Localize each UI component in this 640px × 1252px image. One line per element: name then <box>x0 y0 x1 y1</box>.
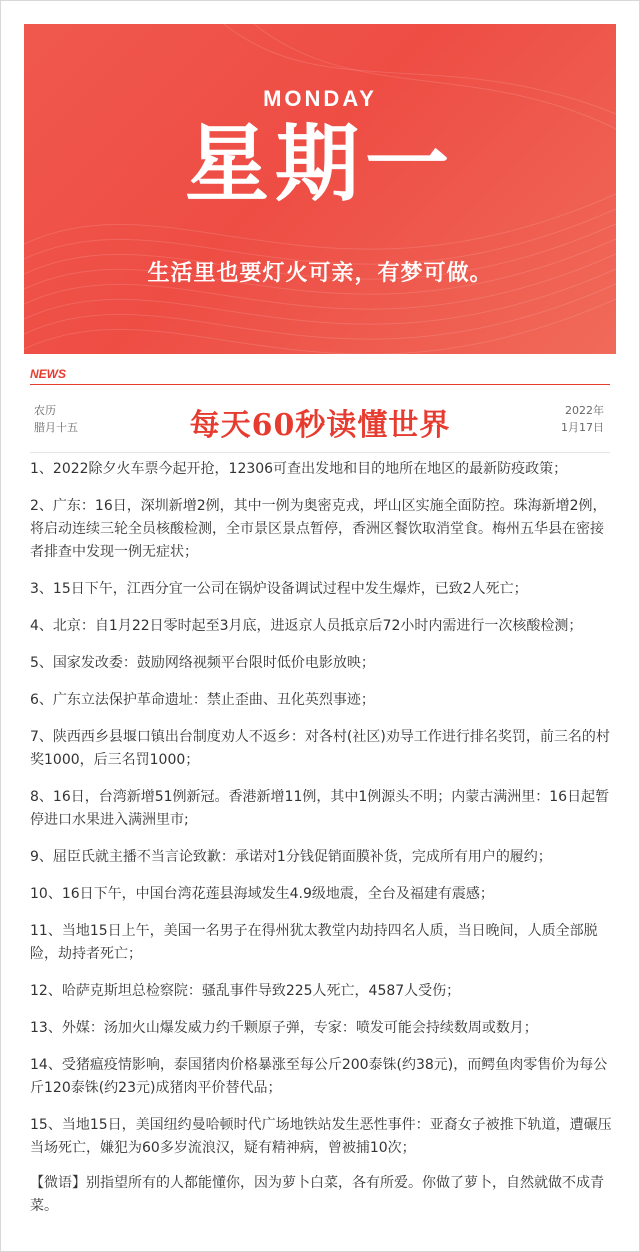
news-item: 12、哈萨克斯坦总检察院：骚乱事件导致225人死亡，4587人受伤； <box>30 983 461 999</box>
news-item: 6、广东立法保护革命遗址：禁止歪曲、丑化英烈事迹； <box>30 692 375 708</box>
divider-gray <box>30 452 610 453</box>
news-label: NEWS <box>30 367 66 381</box>
news-item: 2、广东：16日，深圳新增2例，其中一例为奥密克戎，坪山区实施全面防控。珠海新增2例，将启动连续三轮全员核酸检测，全市景区景点暂停，香洲区餐饮取消堂食。梅州五华县在密接者排查中发现一例无症状； <box>30 498 607 560</box>
divider-red <box>30 384 610 385</box>
daily-saying: 【微语】别指望所有的人都能懂你，因为萝卜白菜，各有所爱。你做了萝卜，自然就做不成青菜。 <box>30 1175 604 1214</box>
news-item: 3、15日下午，江西分宜一公司在锅炉设备调试过程中发生爆炸，已致2人死亡； <box>30 581 528 597</box>
header-banner <box>24 24 616 354</box>
weekday-chinese: 星期一 <box>184 114 455 213</box>
news-item: 13、外媒：汤加火山爆发威力约千颗原子弹，专家：喷发可能会持续数周或数月； <box>30 1020 538 1036</box>
news-item: 7、陕西西乡县堰口镇出台制度劝人不返乡：对各村(社区)劝导工作进行排名奖罚，前三名的村奖1000，后三名罚1000； <box>30 729 610 768</box>
news-item: 5、国家发改委：鼓励网络视频平台限时低价电影放映； <box>30 655 375 671</box>
news-item: 10、16日下午，中国台湾花莲县海域发生4.9级地震，全台及福建有震感； <box>30 886 494 902</box>
news-item: 1、2022除夕火车票今起开抢，12306可查出发地和目的地所在地区的最新防疫政策； <box>30 461 568 477</box>
news-item: 9、屈臣氏就主播不当言论致歉：承诺对1分钱促销面膜补货，完成所有用户的履约； <box>30 849 552 865</box>
news-list <box>30 458 612 1232</box>
news-item: 14、受猪瘟疫情影响，泰国猪肉价格暴涨至每公斤200泰铢(约38元)，而鳄鱼肉零售价为每公斤120泰铢(约23元)成猪肉平价替代品； <box>30 1057 608 1096</box>
banner-slogan: 生活里也要灯火可亲，有梦可做。 <box>147 261 493 286</box>
weekday-english: MONDAY <box>263 86 377 111</box>
date-month-day: 1月17日 <box>561 421 604 434</box>
news-item: 4、北京：自1月22日零时起至3月底，进返京人员抵京后72小时内需进行一次核酸检测； <box>30 618 583 634</box>
news-item: 15、当地15日，美国纽约曼哈顿时代广场地铁站发生恶性事件：亚裔女子被推下轨道，遭碾压当场死亡，嫌犯为60多岁流浪汉，疑有精神病，曾被捕10次； <box>30 1117 612 1156</box>
lunar-label: 农历 <box>34 404 56 417</box>
news-item: 8、16日，台湾新增51例新冠。香港新增11例，其中1例源头不明；内蒙古满洲里：16日起暂停进口水果进入满洲里市; <box>30 789 610 828</box>
lunar-date: 腊月十五 <box>34 421 78 434</box>
news-item: 11、当地15日上午，美国一名男子在得州犹太教堂内劫持四名人质，当日晚间，人质全部脱险，劫持者死亡； <box>30 923 598 962</box>
gregorian-date-block <box>561 402 604 436</box>
date-year: 2022年 <box>565 404 604 417</box>
page-title: 每天60秒读懂世界 <box>189 408 451 443</box>
